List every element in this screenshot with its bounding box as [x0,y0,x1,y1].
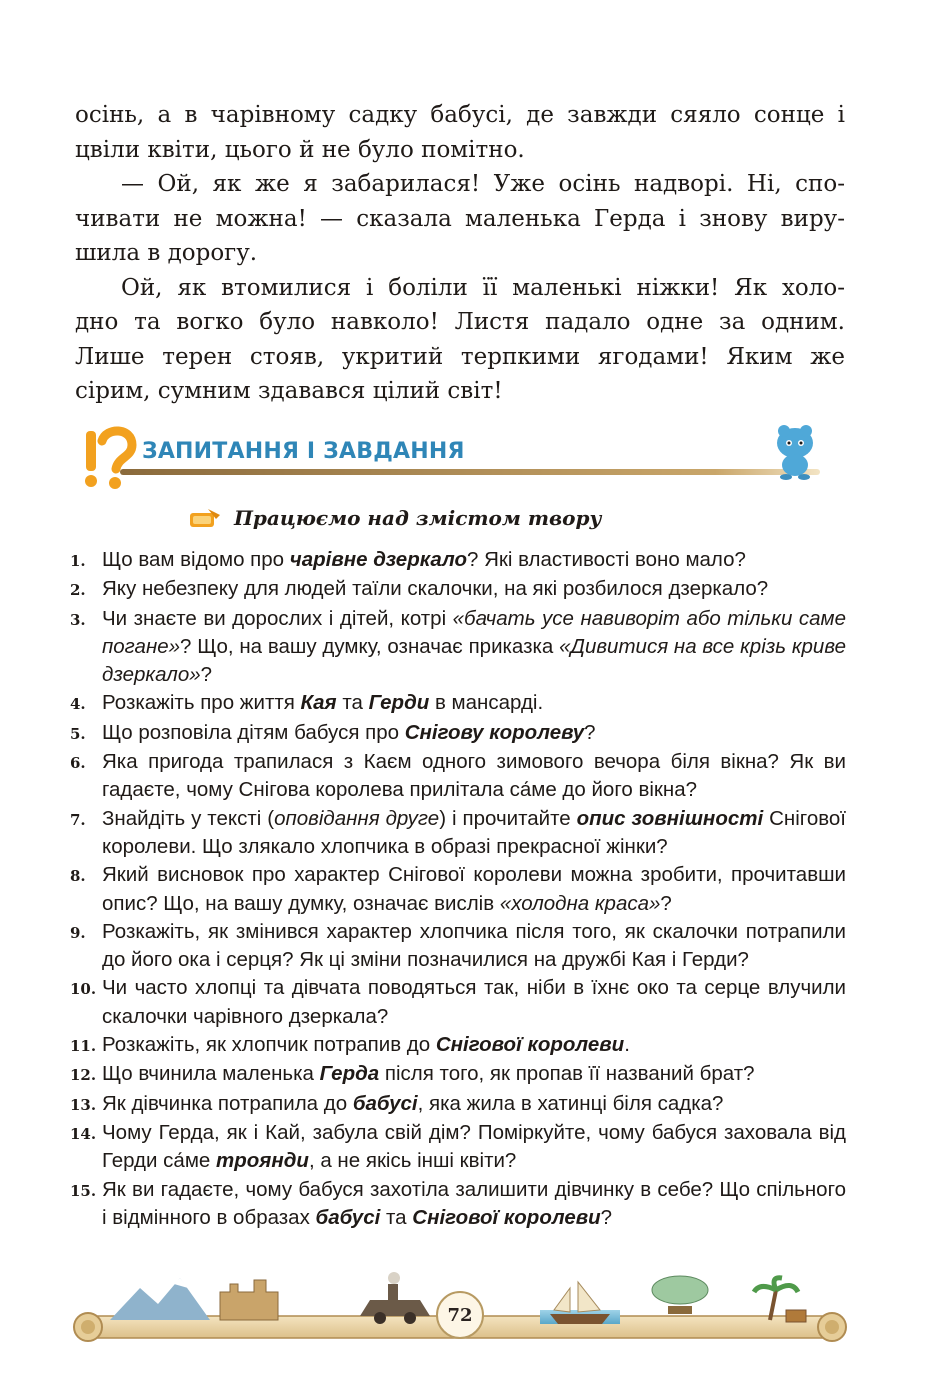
section-title: ЗАПИТАННЯ І ЗАВДАННЯ [142,439,465,464]
question-text-part: , а не якісь інші квіти? [308,1149,517,1173]
question-number: 8. [70,867,86,886]
emphasis-text: троянди [216,1149,309,1173]
question-number: 13. [70,1095,97,1114]
question-text-part: Яку небезпеку для людей таїли скалочки, на які розбилося дзеркало? [102,577,769,601]
question-item [70,719,846,748]
question-number: 3. [70,610,86,629]
question-text-part: ? Що, на вашу думку, означає приказка [180,634,560,658]
question-text-part: Розкажіть, як змінився характер хлопчика після того, як скалочки потрапили до його ока і серця? Як ці зміни позначилися на дружбі Кая і Герди? [102,919,846,972]
emphasis-text: бабусі [352,1091,418,1115]
question-number: 14. [70,1124,97,1143]
story-line: сірим, сумним здавався цілий світ! [75,378,503,404]
quote-text: «бачать усе навиворіт або тільки саме погане» [102,606,846,658]
question-text-part: Чи знаєте ви дорослих і дітей, котрі [102,606,453,630]
scroll-pencil-icon [188,507,222,529]
question-item [70,748,846,805]
question-text-part: Розкажіть про життя [102,691,301,715]
quote-text: оповідання друге [274,806,440,830]
question-text-part: , яка жила в хатинці біля садка? [417,1091,724,1115]
question-text [102,1176,846,1233]
question-text-part: ? Які властивості воно мало? [467,548,746,571]
question-item [70,974,846,1031]
question-text-part: ? [584,720,596,744]
question-text [102,1119,846,1176]
question-number: 6. [70,754,86,773]
question-text-part: в мансарді. [429,691,544,715]
question-item [70,1176,846,1233]
emphasis-text: Снігової королеви [435,1033,625,1057]
story-line: Ой, як втомилися і боліли її маленькі ніжки! Як холо- [121,274,845,301]
question-number: 1. [70,552,86,570]
question-item [70,1090,846,1119]
question-text-part: ? [660,891,672,915]
question-text-part: Що вчинила маленька [102,1062,320,1086]
question-text [102,861,846,918]
question-text-part: Снігової королеви. Що злякало хлопчика в образі прекрасної жінки? [102,806,846,858]
question-text-part: Як ви гадаєте, чому бабуся захотіла залишити дівчинку в себе? Що спільного і відмінного в образах [102,1177,846,1229]
question-number: 15. [70,1181,97,1200]
question-text-part: Яка пригода трапилася з Каєм одного зимового вечора біля вікна? Як ви гадаєте, чому Снігова королева прилітала са́ме до його вікна? [102,750,846,802]
question-text-part: Знайдіть у тексті ( [102,806,275,830]
question-item [70,689,846,718]
story-text [75,100,845,411]
question-text-part: ? [200,663,213,687]
question-text [102,719,846,748]
question-text-part: Розкажіть, як хлопчик потрапив до [102,1033,436,1057]
question-number: 10. [70,980,97,999]
question-item [70,805,846,862]
question-number: 11. [70,1037,97,1056]
story-line: — Ой, як же я забарилася! Уже осінь надворі. Ні, спо- [121,171,845,197]
question-text [102,546,846,575]
question-text-part: та [336,691,369,715]
story-line: шила в дорогу. [75,240,258,266]
exclamation-question-icon [85,431,132,489]
question-number: 2. [70,581,86,600]
emphasis-text: Снігову королеву [404,720,585,744]
question-text-part: Що розповіла дітям бабуся про [102,720,405,744]
question-text [102,748,846,805]
question-text-part: Як дівчинка потрапила до [102,1091,353,1115]
question-text [102,605,846,690]
emphasis-text: Герди [368,691,430,715]
question-text-part: ) і прочитайте [439,806,577,830]
story-line: дно та вогко було навколо! Листя падало одне за одним. [75,309,845,335]
question-text-part: Чому Герда, як і Кай, забула свій дім? Поміркуйте, чому бабуся заховала від Герди са́ме [102,1120,846,1173]
question-text-part: Який висновок про характер Снігової королеви можна зробити, прочитавши опис? Що, на вашу думку, означає вислів [102,863,846,915]
emphasis-text: Кая [300,691,337,715]
question-text-part: та [380,1205,413,1229]
question-number: 9. [70,923,86,942]
question-number: 5. [70,724,86,743]
question-item [70,546,846,575]
question-item [70,1031,846,1060]
question-item [70,1119,846,1176]
emphasis-text: бабусі [315,1205,381,1229]
question-item [70,861,846,918]
section-header [80,425,840,495]
question-number: 4. [70,695,86,714]
page-number: 72 [436,1291,484,1339]
question-text [102,805,846,862]
quote-text: «Дивитися на все крізь криве дзеркало» [102,634,846,687]
story-line: осінь, а в чарівному садку бабусі, де завжди сяяло сонце і [75,102,845,128]
question-text [102,918,846,975]
subsection-title: Працюємо над змістом твору [234,506,602,530]
question-item [70,918,846,975]
story-line: цвіли квіти, цього й не було помітно. [75,136,525,163]
question-item [70,605,846,690]
question-text [102,974,846,1031]
question-item [70,1060,846,1089]
question-item [70,575,846,604]
quote-text: «холодна краса» [499,891,661,915]
story-line: чивати не можна! — сказала маленька Герда і знову виру- [75,205,845,232]
emphasis-text: опис зовнішності [576,806,764,830]
question-number: 7. [70,810,86,829]
question-text [102,1060,846,1089]
questions-list [70,546,846,1232]
question-text-part: після того, як пропав її названий брат? [379,1062,755,1086]
question-text-part: Чи часто хлопці та дівчата поводяться так, ніби в їхнє око та серце влучили скалочки чарівного дзеркала? [102,976,846,1028]
question-text-part: . [624,1033,630,1057]
emphasis-text: Снігової королеви [412,1205,601,1229]
story-line: Лише терен стояв, укритий терпкими ягодами! Яким же [75,343,845,370]
question-text [102,1090,846,1119]
question-number: 12. [70,1066,97,1085]
question-text [102,689,846,718]
subsection-heading [188,506,601,530]
question-text-part: Що вам відомо про [102,548,290,571]
emphasis-text: Герда [319,1062,380,1086]
question-text [102,575,846,604]
question-text [102,1031,846,1060]
emphasis-text: чарівне дзеркало [289,548,468,571]
question-text-part: ? [600,1205,613,1229]
